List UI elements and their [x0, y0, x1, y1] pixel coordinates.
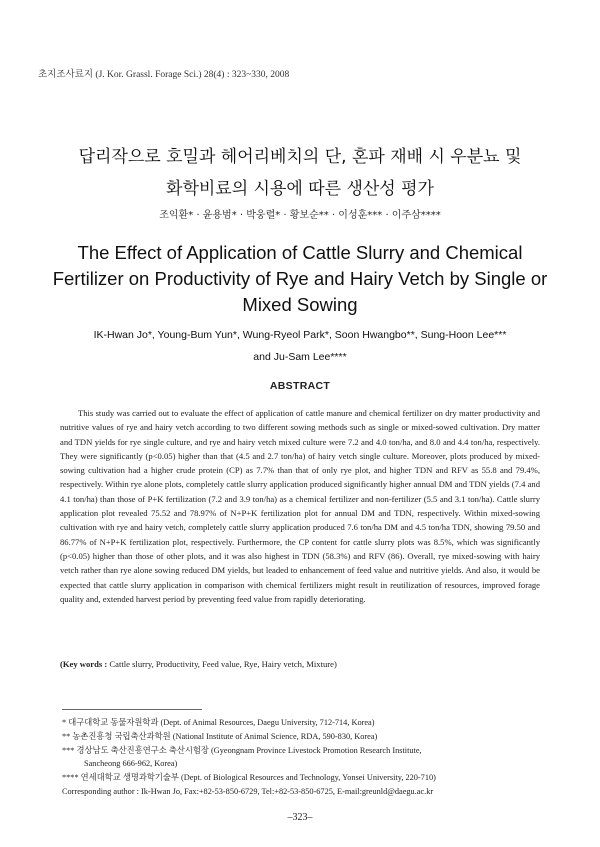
english-title-line-2: Fertilizer on Productivity of Rye and Hairy Vetch by Single or: [52, 268, 548, 289]
footnote-affiliation-3: *** 경상남도 축산진흥연구소 축산시험장 (Gyeongnam Province Livestock Promotion Research Institute,: [62, 745, 422, 755]
korean-authors: 조익환* · 윤용범* · 박웅렬* · 황보순** · 이성훈*** · 이주삼****: [159, 210, 441, 221]
abstract-heading: ABSTRACT: [269, 380, 331, 392]
footnote-affiliation-4: **** 연세대학교 생명과학기술부 (Dept. of Biological Resources and Technology, Yonsei University, 220-710): [62, 773, 436, 783]
english-title-line-3: Mixed Sowing: [242, 294, 358, 315]
korean-title-line-2: 화학비료의 시용에 따른 생산성 평가: [166, 179, 434, 199]
korean-title-line-1: 답리작으로 호밀과 헤어리베치의 단, 혼파 재배 시 우분뇨 및: [78, 147, 522, 167]
footnote-divider: [62, 709, 202, 710]
footnotes: [62, 716, 560, 799]
keywords-text: Cattle slurry, Productivity, Feed value, Rye, Hairy vetch, Mixture): [107, 659, 337, 669]
page-number: –323–: [287, 812, 313, 823]
corresponding-author: Corresponding author : Ik-Hwan Jo, Fax:+82-53-850-6729, Tel:+82-53-850-6725, E-mail:greunld@daegu.ac.kr: [62, 786, 434, 796]
abstract-text: This study was carried out to evaluate the effect of application of cattle manure and chemical fertilizer on dry matter productivity and nutritive values of rye and hairy vetch according to two different sowing methods such as single or mixed-sowed cultivation. Dry matter and TDN yields for rye single culture, and rye and hairy vetch mixed culture were 7.2 and 4.0 ton/ha, and 8.0 and 4.4 ton/ha, respectively. They were significantly (p<0.05) higher than that (4.5 and 2.7 ton/ha) of hairy vetch single culture. Moreover, plots produced by mixed-sowing cultivation had a higher crude protein (CP) as 7.7% than that of only rye plot, and higher TDN and RFV as 55.8 and 79.4%, respectively. Within rye alone plots, completely cattle slurry application produced significantly higher annual DM and TDN yields (7.4 and 4.1 ton/ha) than those of P+K fertilization (7.2 and 3.9 ton/ha) as a chemical fertilizer and non-fertilizer (5.5 and 3.1 ton/ha). Cattle slurry application plot revealed 75.52 and 78.97% of N+P+K fertilization plot for annual DM and TDN, respectively. Within mixed-sowing cultivation with rye and hairy vetch, completely cattle slurry application produced 7.6 ton/ha DM and 4.5 ton/ha TDN, showing 79.50 and 86.77% of N+P+K fertilization plot, respectively. Furthermore, the CP content for cattle slurry plots was 8.5%, which was significantly (p<0.05) higher than those of other plots, and it was also highest in TDN (58.3%) and RFV (86). Overall, rye mixed-sowing with hairy vetch rather than rye alone sowing reduced DM yields, but leaded to enhancement of feed value and nutritive yields. And also, it would be expected that cattle slurry application in comparison with chemical fertilizers might result in reutilization of resources, improved forage quality and, extended harvest period by preventing feed value from rapidly deteriorating.: [60, 408, 540, 604]
english-authors-line-1: IK-Hwan Jo*, Young-Bum Yun*, Wung-Ryeol Park*, Soon Hwangbo**, Sung-Hoon Lee***: [93, 329, 507, 341]
footnote-affiliation-2: ** 농촌진흥청 국립축산과학원 (National Institute of Animal Science, RDA, 590-830, Korea): [62, 731, 378, 741]
keywords: [60, 659, 540, 669]
journal-citation: 초지조사료지 (J. Kor. Grassl. Forage Sci.) 28(4) : 323~330, 2008: [38, 70, 290, 80]
korean-title: [0, 141, 600, 205]
english-title-line-1: The Effect of Application of Cattle Slurry and Chemical: [77, 242, 523, 263]
english-authors-line-2: and Ju-Sam Lee****: [253, 351, 347, 363]
footnote-affiliation-3-cont: Sancheong 666-962, Korea): [84, 759, 178, 769]
english-authors: [20, 324, 580, 368]
english-title: [40, 240, 560, 318]
footnote-affiliation-1: * 대구대학교 동물자원학과 (Dept. of Animal Resources, Daegu University, 712-714, Korea): [62, 718, 375, 727]
keywords-label: (Key words :: [60, 659, 108, 669]
